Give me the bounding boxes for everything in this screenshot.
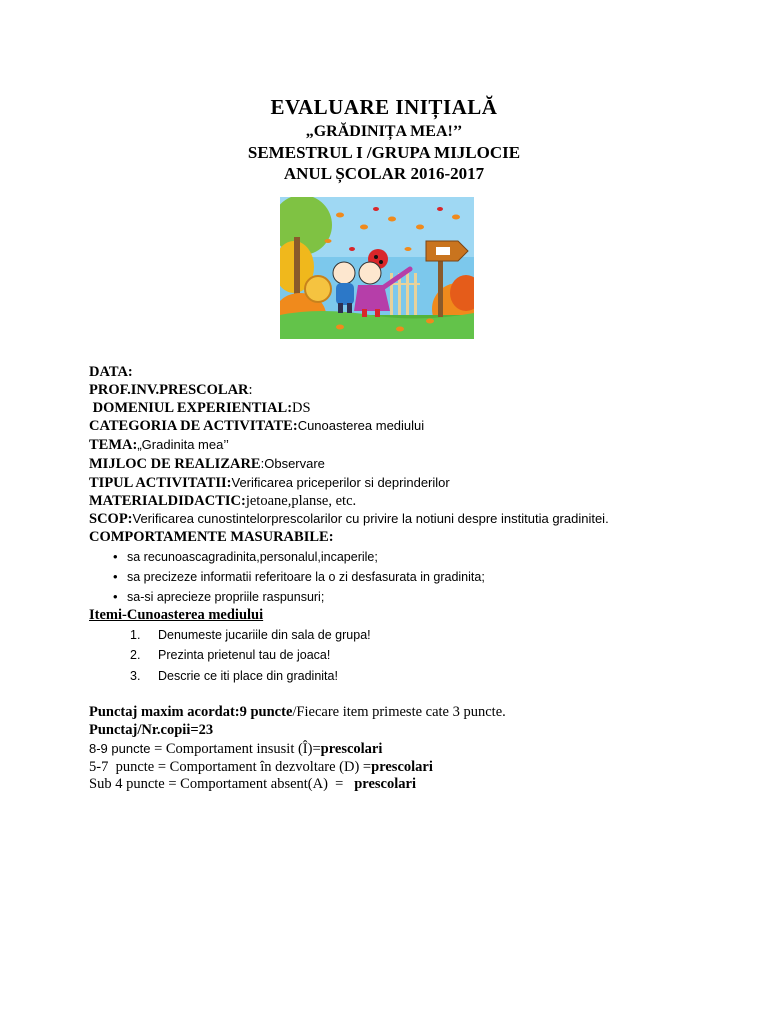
tipul-value: Verificarea priceperilor si deprinderilor <box>231 474 450 490</box>
comportamente-heading: COMPORTAMENTE MASURABILE: <box>89 529 334 546</box>
prof-field <box>89 382 739 400</box>
prof-label: PROF.INV.PRESCOLAR <box>89 381 249 398</box>
list-item <box>89 666 739 687</box>
data-label: DATA: <box>89 364 133 380</box>
list-item <box>89 645 739 666</box>
punctaj-max-value: /Fiecare item primeste cate 3 puncte. <box>292 704 506 721</box>
mijloc-value: :Observare <box>260 455 325 471</box>
tema-value: „Gradinita mea’’ <box>137 437 229 453</box>
scop-field <box>89 510 739 529</box>
item-number: 1. <box>130 627 141 642</box>
material-field <box>89 493 739 511</box>
level-who: prescolari <box>371 758 433 775</box>
tipul-field <box>89 474 739 493</box>
mijloc-label: MIJLOC DE REALIZARE <box>89 455 261 472</box>
semester-line: SEMESTRUL I /GRUPA MIJLOCIE <box>247 143 521 162</box>
level-desc: = Comportament în dezvoltare (D) = <box>154 758 372 775</box>
autumn-kids-illustration-icon <box>280 197 474 339</box>
page-subtitle: „GRĂDINIȚA MEA!’’ <box>305 123 463 140</box>
item-text: Prezinta prietenul tau de joaca! <box>158 648 331 663</box>
categoria-label: CATEGORIA DE ACTIVITATE: <box>89 418 298 435</box>
categoria-value: Cunoasterea mediului <box>297 418 425 434</box>
level-desc: = Comportament absent(A) = <box>164 776 355 793</box>
itemi-list <box>89 625 739 687</box>
tema-label: TEMA: <box>89 437 138 454</box>
punctaj-max-label: Punctaj maxim acordat:9 puncte <box>89 704 293 721</box>
page-title: EVALUARE INIȚIALĂ <box>270 95 498 119</box>
evaluation-details <box>89 364 739 794</box>
scop-label: SCOP: <box>89 511 133 528</box>
level-who: prescolari <box>354 776 416 793</box>
level-row <box>89 740 739 759</box>
mijloc-field <box>89 455 739 474</box>
level-who: prescolari <box>320 740 383 757</box>
item-number: 2. <box>130 648 141 663</box>
level-row <box>89 759 739 777</box>
list-item <box>89 625 739 646</box>
domeniu-field <box>89 400 739 418</box>
title-block <box>0 92 768 184</box>
item-number: 3. <box>130 668 141 683</box>
item-text: Denumeste jucariile din sala de grupa! <box>158 627 371 642</box>
material-label: MATERIALDIDACTIC: <box>89 492 246 509</box>
list-item: • sa recunoascagradinita,personalul,incaperile; <box>89 547 739 567</box>
domeniu-value: DS <box>292 399 311 416</box>
level-desc: = Comportament insusit (Î)= <box>150 740 321 757</box>
itemi-heading: Itemi-Cunoasterea mediului <box>89 606 264 623</box>
item-text: Descrie ce iti place din gradinita! <box>158 668 338 683</box>
data-field <box>89 364 739 382</box>
list-item: • sa precizeze informatii referitoare la o zi desfasurata in gradinita; <box>89 567 739 587</box>
level-range: 5-7 puncte <box>89 758 155 775</box>
categoria-field <box>89 417 739 436</box>
material-value: jetoane,planse, etc. <box>245 492 357 509</box>
list-item: • sa-si aprecieze propriile raspunsuri; <box>89 587 739 607</box>
level-range: 8-9 puncte <box>89 740 151 756</box>
prof-separator: : <box>248 381 253 398</box>
tipul-label: TIPUL ACTIVITATII: <box>89 474 232 491</box>
domeniu-label: DOMENIUL EXPERIENTIAL: <box>89 399 293 416</box>
punctaj-max-line <box>89 704 739 722</box>
school-year-line: ANUL ȘCOLAR 2016-2017 <box>283 164 485 183</box>
tema-field <box>89 436 739 455</box>
scop-value: Verificarea cunostintelorprescolarilor cu privire la notiuni despre institutia gradinitei. <box>132 511 609 527</box>
punctaj-nr-copii: Punctaj/Nr.copii=23 <box>89 722 214 739</box>
spacer <box>89 686 739 704</box>
comportamente-list <box>89 547 739 607</box>
level-row <box>89 776 739 794</box>
level-range: Sub 4 puncte <box>89 776 165 793</box>
